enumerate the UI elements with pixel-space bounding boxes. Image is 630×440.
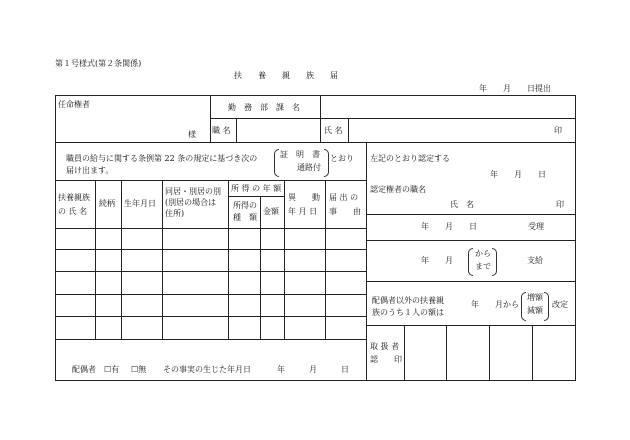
appointer-label: 任命権者 — [58, 100, 90, 109]
certify-official-title: 認定権者の職名 — [370, 185, 426, 194]
statement-doc-bottom: 通路付 — [297, 163, 321, 172]
header-change-1: 異 動 — [288, 193, 320, 202]
statement-doc-top: 証 明 書 — [280, 150, 320, 159]
revise-decrease: 減額 — [527, 306, 543, 315]
statement-line1-end: とおり — [330, 154, 354, 163]
header-relationship: 続柄 — [99, 199, 115, 208]
job-title-label: 職 名 — [212, 126, 231, 135]
border-right — [575, 95, 576, 380]
other-dependent-1: 配偶者以外の扶養親 — [372, 296, 444, 305]
rule-row-1 — [55, 249, 366, 250]
pay-until: まで — [475, 262, 491, 271]
rule-right-panel — [366, 142, 367, 380]
rule-name-2 — [348, 118, 349, 142]
header-income-annual: 所 得 の 年 額 — [231, 184, 282, 193]
certify-text: 左記のとおり認定する — [370, 154, 450, 163]
date-submitted: 年 月 日提出 — [479, 84, 551, 93]
revise-bracket-right — [544, 292, 549, 321]
appointer-sama: 様 — [188, 130, 196, 139]
rule-row-4 — [55, 316, 366, 317]
department-label: 勤 務 部 課 名 — [228, 103, 300, 112]
certify-name: 氏 名 — [450, 200, 474, 209]
other-dependent-2: 族のうち１人の額は — [372, 308, 444, 317]
rule-col-6 — [284, 180, 285, 339]
certify-date: 年 月 日 — [490, 170, 546, 179]
rule-name-1 — [320, 95, 321, 142]
revise-increase: 増額 — [527, 293, 543, 302]
rule-appointer — [210, 95, 211, 142]
header-reason-2: 事 由 — [329, 207, 361, 216]
pay-bracket-right — [492, 248, 497, 276]
rule-handler-4 — [532, 325, 533, 380]
rule-col-3 — [162, 180, 163, 339]
rule-col-1 — [95, 180, 96, 339]
footer-date: 年 月 日 — [277, 365, 349, 374]
rule-row-3 — [55, 294, 366, 295]
rule-row-5 — [55, 339, 366, 340]
header-reason-1: 届 出 の — [329, 193, 359, 202]
rule-dept — [210, 118, 576, 119]
header-residence-1: 同居・別居の別 — [165, 187, 221, 196]
doc-bracket-left — [274, 149, 279, 177]
header-birthdate: 生年月日 — [124, 199, 156, 208]
rule-right-2 — [366, 240, 576, 241]
rule-handler-1 — [404, 325, 405, 380]
form-number: 第１号様式(第２条関係) — [55, 59, 142, 68]
pay-bracket-left — [468, 248, 473, 276]
border-bottom — [55, 380, 576, 381]
header-dependent-name-2: の 氏 名 — [58, 207, 88, 216]
rule-income-sub — [228, 196, 284, 197]
other-date: 年 月から — [471, 300, 519, 309]
rule-col-7 — [325, 180, 326, 339]
header-amount: 金額 — [263, 207, 279, 216]
header-residence-2: (別居の場合は — [165, 198, 217, 207]
spouse-yes-checkbox[interactable]: ☐有 — [104, 365, 120, 374]
header-residence-3: 住所) — [165, 209, 185, 218]
seal-mark: 印 — [554, 126, 562, 135]
handler-label-1: 取 扱 者 — [370, 342, 400, 351]
rule-row-2 — [55, 271, 366, 272]
name-label: 氏 名 — [324, 126, 343, 135]
doc-bracket-right — [324, 149, 329, 177]
header-income-type-1: 所得の — [233, 201, 257, 210]
rule-col-2 — [121, 180, 122, 339]
page-title: 扶 養 親 族 届 — [234, 71, 338, 80]
header-dependent-name-1: 扶養親族 — [58, 193, 90, 202]
footer-fact-date: その事実の生じた年月日 — [163, 365, 251, 374]
received-label: 受理 — [528, 222, 544, 231]
pay-date: 年 月 — [421, 256, 453, 265]
rule-handler-2 — [446, 325, 447, 380]
rule-col-4 — [228, 180, 229, 339]
certify-seal: 印 — [556, 200, 564, 209]
pay-label: 支給 — [527, 256, 543, 265]
statement-line2: 届け出ます。 — [66, 166, 114, 175]
revise-label: 改定 — [552, 300, 568, 309]
rule-statement — [55, 142, 576, 143]
rule-right-1 — [366, 214, 576, 215]
received-date: 年 月 日 — [421, 222, 477, 231]
header-income-type-2: 種 類 — [233, 213, 257, 222]
rule-col-5 — [260, 196, 261, 339]
footer-spouse: 配偶者 — [72, 365, 96, 374]
rule-jobtitle — [236, 118, 237, 142]
rule-header-bottom — [55, 228, 366, 229]
revise-bracket-left — [521, 292, 526, 321]
spouse-no-checkbox[interactable]: ☐無 — [131, 365, 147, 374]
handler-label-2: 認 印 — [370, 355, 402, 364]
rule-right-4 — [366, 325, 576, 326]
pay-from: から — [475, 249, 491, 258]
header-change-2: 年 月 日 — [288, 207, 318, 216]
rule-right-3 — [366, 281, 576, 282]
rule-handler-3 — [489, 325, 490, 380]
rule-header-top — [55, 180, 366, 181]
border-left — [55, 95, 56, 380]
statement-line1: 職員の給与に関する条例第 22 条の規定に基づき次の — [66, 154, 258, 163]
border-top — [55, 95, 576, 96]
